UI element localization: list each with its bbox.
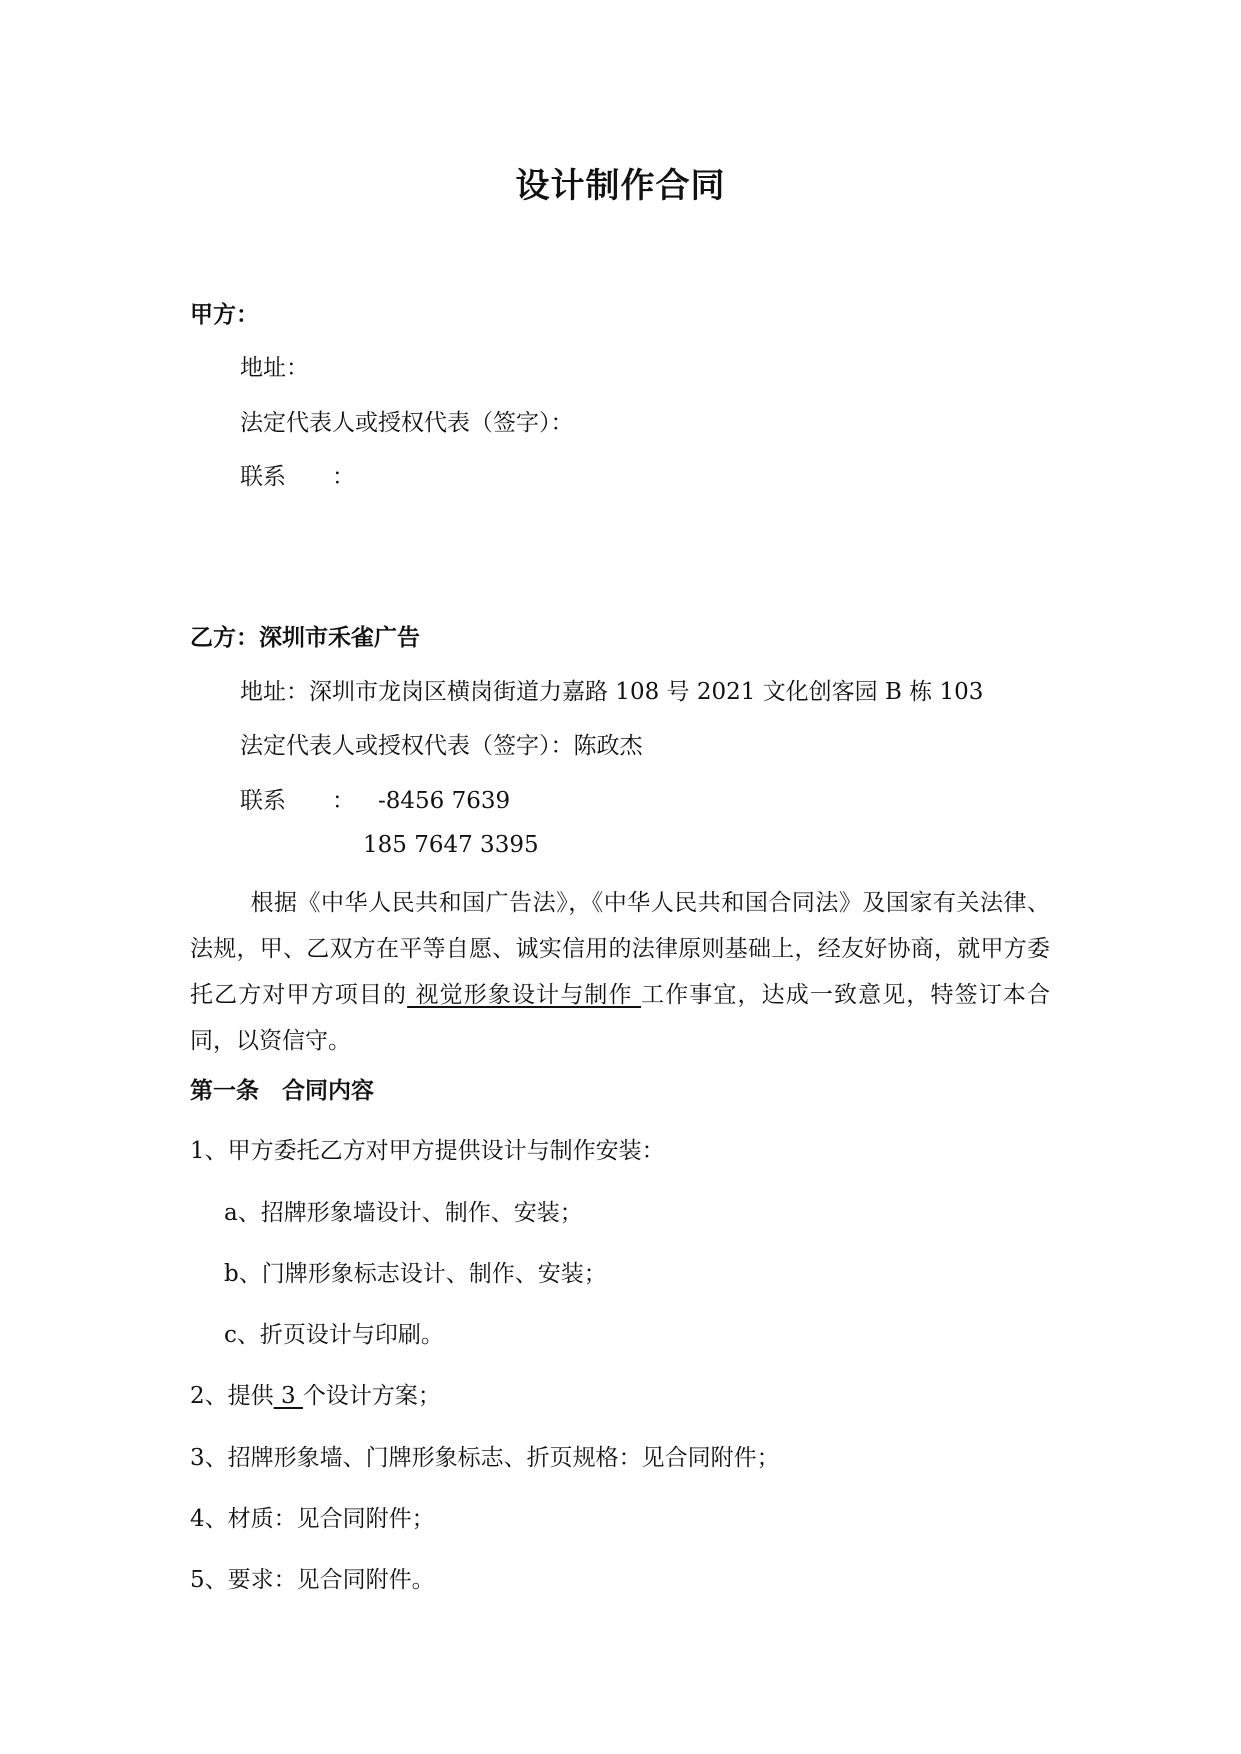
article-1-item-1: 1、甲方委托乙方对甲方提供设计与制作安装： [190, 1138, 665, 1164]
party-a-contact-label: 联系 ： [240, 464, 355, 490]
article-1-heading: 第一条 合同内容 [190, 1078, 374, 1104]
party-a-label: 甲方： [190, 302, 259, 328]
article-1-item-1c: c、折页设计与印刷。 [224, 1322, 444, 1348]
article-1-item-1b: b、门牌形象标志设计、制作、安装； [224, 1261, 607, 1287]
intro-text-before: 根据《中华人民共和国广告法》，《中华人民共和国合同法》及国家有关法律、法规，甲、乙双方在平等自愿、诚实信用的法律原则基础上，经友好协商，就甲方委托乙方对甲方项目的 [190, 890, 1050, 1008]
party-b-contact-label: 联系 ： [240, 788, 355, 814]
party-a-address-label: 地址： [240, 355, 309, 381]
intro-text-after: 工作事宜，达成一致意见，特签订本合同，以资信守。 [190, 982, 1051, 1054]
contract-title: 设计制作合同 [515, 166, 726, 206]
party-b-label: 乙方：深圳市禾雀广告 [190, 625, 420, 651]
design-proposal-count: 3 [273, 1383, 303, 1409]
party-b-address: 地址：深圳市龙岗区横岗街道力嘉路 108 号 2021 文化创客园 B 栋 103 [240, 679, 984, 705]
article-1-item-1a: a、招牌形象墙设计、制作、安装； [224, 1200, 583, 1226]
article-1-item-5: 5、要求：见合同附件。 [190, 1567, 435, 1593]
article-1-item-2: 2、提供 3 个设计方案； [190, 1383, 441, 1409]
intro-project-name: 视觉形象设计与制作 [407, 982, 642, 1008]
article-1-item-3: 3、招牌形象墙、门牌形象标志、折页规格：见合同附件； [190, 1445, 780, 1471]
party-b-phone-2: 185 7647 3395 [363, 832, 539, 858]
party-b-phone-1: -8456 7639 [378, 788, 511, 814]
party-a-rep-label: 法定代表人或授权代表（签字）： [240, 410, 574, 436]
intro-paragraph [190, 880, 1050, 1064]
party-b-rep: 法定代表人或授权代表（签字）：陈政杰 [240, 733, 643, 759]
article-1-item-4: 4、材质：见合同附件； [190, 1506, 435, 1532]
